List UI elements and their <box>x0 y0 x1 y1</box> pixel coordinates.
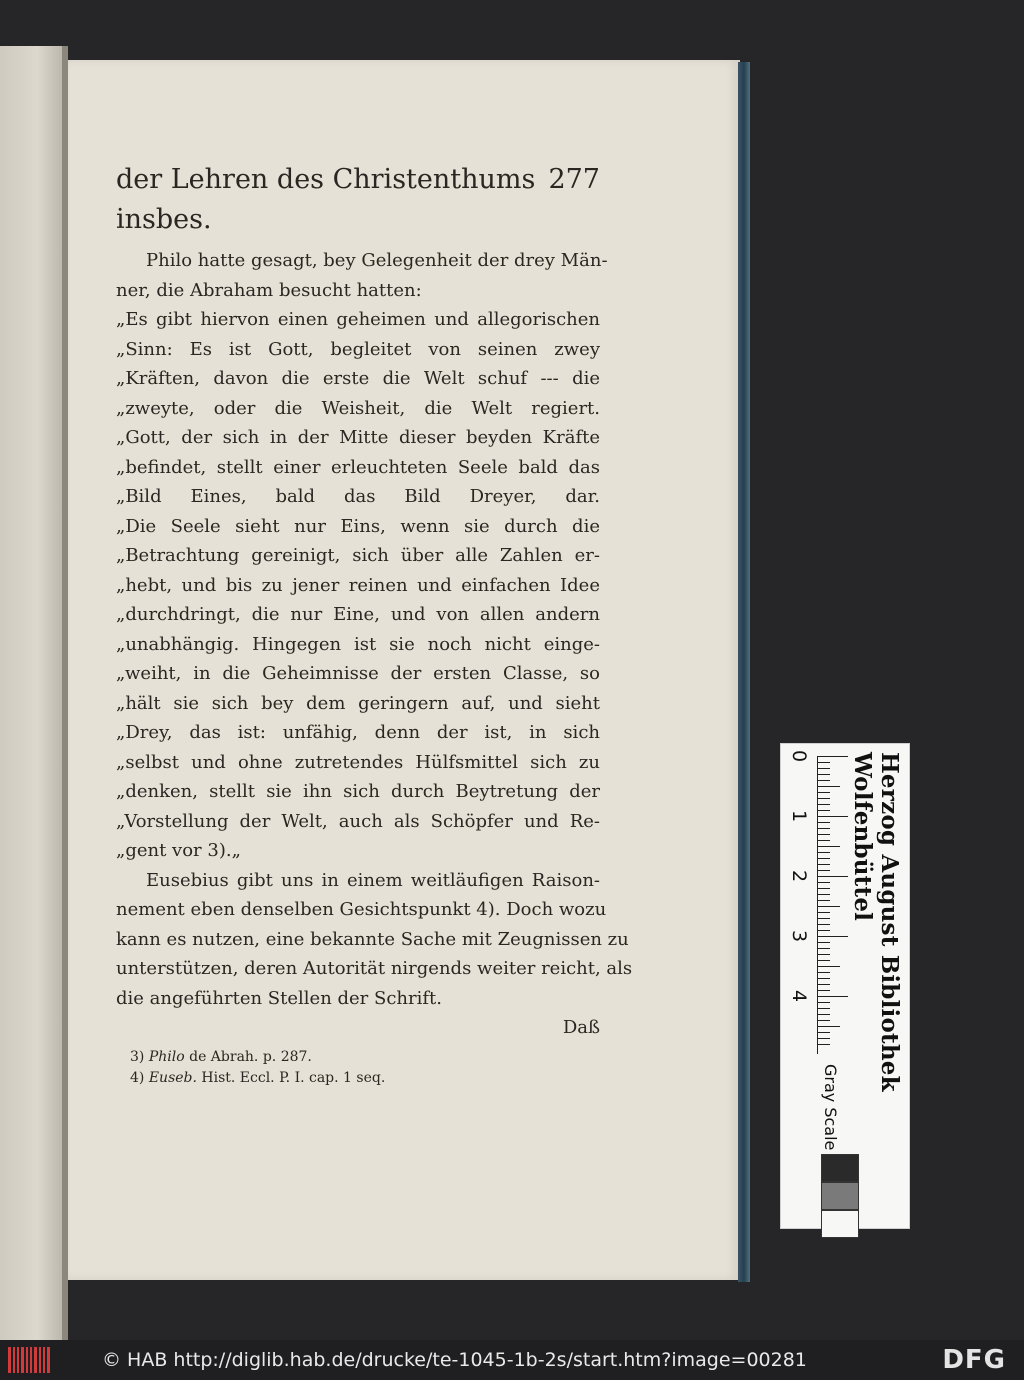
catchword: Daß <box>562 1017 600 1038</box>
ruler-tick <box>818 954 830 955</box>
ruler-tick <box>818 864 830 865</box>
ruler-tick <box>818 810 830 811</box>
ruler-tick <box>818 996 848 997</box>
ruler-tick <box>818 762 830 763</box>
ruler-tick <box>818 840 830 841</box>
text-line: „gent vor 3).„ <box>116 840 241 861</box>
viewer-footer <box>0 1340 1024 1380</box>
ruler-tick <box>818 882 830 883</box>
ruler-number: 0 <box>788 750 810 763</box>
ruler-tick <box>818 768 830 769</box>
text-line: „Betrachtung gereinigt, sich über alle Zahlen er- <box>116 545 600 566</box>
book-cover-edge <box>738 62 750 1282</box>
footnote <box>130 1047 600 1068</box>
ruler-tick <box>818 852 830 853</box>
text-line: „weiht, in die Geheimnisse der ersten Classe, so <box>116 663 600 684</box>
body-text <box>116 246 633 1013</box>
running-head-title: der Lehren des Christenthums insbes. <box>116 164 536 235</box>
ruler-tick <box>818 870 830 871</box>
barcode-bar <box>39 1347 41 1373</box>
ruler-tick <box>818 1032 830 1033</box>
footnotes <box>116 1047 600 1089</box>
footnote-number: 4) <box>130 1070 149 1086</box>
ruler-tick <box>818 834 830 835</box>
barcode-bar <box>26 1347 28 1373</box>
text-line: „Drey, das ist: unfähig, denn der ist, in sich <box>116 722 600 743</box>
text-line: die angeführten Stellen der Schrift. <box>116 987 442 1009</box>
ruler-tick <box>818 900 830 901</box>
text-line: „denken, stellt sie ihn sich durch Beytretung der <box>116 781 600 802</box>
text-line: nement eben denselben Gesichtspunkt 4). Doch wozu <box>116 899 607 920</box>
ruler-tick <box>818 1014 830 1015</box>
gray-swatch <box>821 1154 859 1182</box>
ruler-tick <box>818 966 840 967</box>
ruler-tick <box>818 930 830 931</box>
color-scale-card <box>780 743 910 1229</box>
ruler-tick <box>818 960 830 961</box>
ruler-tick <box>818 924 830 925</box>
text-line: „Vorstellung der Welt, auch als Schöpfer und Re- <box>116 810 600 832</box>
ruler-tick <box>818 906 840 907</box>
library-name: Herzog August Bibliothek Wolfenbüttel <box>849 752 903 1092</box>
ruler-tick <box>818 1044 830 1045</box>
footnote-author: Euseb. <box>148 1070 197 1086</box>
ruler-tick <box>818 798 830 799</box>
ruler-tick <box>818 816 848 817</box>
ruler-tick <box>818 972 830 973</box>
gray-swatch <box>821 1182 859 1210</box>
barcode-icon <box>8 1347 54 1373</box>
ruler-tick <box>818 912 830 913</box>
footnote-author: Philo <box>148 1049 185 1065</box>
text-line: unterstützen, deren Autorität nirgends weiter reicht, als <box>116 958 633 979</box>
text-line: „Es gibt hiervon einen geheimen und allegorischen <box>116 309 600 330</box>
text-line: „hält sie sich bey dem geringern auf, und sieht <box>116 692 600 714</box>
text-line: „befindet, stellt einer erleuchteten Seele bald das <box>116 456 600 478</box>
ruler-number: 3 <box>788 930 810 943</box>
ruler-tick <box>818 894 830 895</box>
page-number: 277 <box>548 164 600 195</box>
footnote-reference: Hist. Eccl. P. I. cap. 1 seq. <box>196 1070 386 1086</box>
ruler-tick <box>818 1038 830 1039</box>
text-line: Eusebius gibt uns in einem weitläufigen Raison- <box>146 869 600 891</box>
ruler-tick <box>818 822 830 823</box>
facing-page-edge <box>0 46 62 1346</box>
text-line: „Bild Eines, bald das Bild Dreyer, dar. <box>116 486 600 507</box>
barcode-bar <box>13 1347 15 1373</box>
ruler-tick <box>818 774 830 775</box>
ruler-number: 4 <box>788 990 810 1003</box>
running-head <box>116 160 600 240</box>
ruler-tick <box>818 780 830 781</box>
footnote-reference: de Abrah. p. 287. <box>184 1049 312 1065</box>
ruler-tick <box>818 804 830 805</box>
ruler-tick <box>818 858 830 859</box>
ruler-tick <box>818 792 830 793</box>
ruler-tick <box>818 876 848 877</box>
page-text <box>116 160 633 1089</box>
ruler-tick <box>818 990 830 991</box>
text-line: „unabhängig. Hingegen ist sie noch nicht einge- <box>116 633 600 655</box>
barcode-bar <box>21 1347 24 1373</box>
ruler-number: 2 <box>788 870 810 883</box>
ruler-tick <box>818 942 830 943</box>
ruler-tick <box>818 1026 840 1027</box>
barcode-bar <box>30 1347 32 1373</box>
ruler-tick <box>818 786 840 787</box>
ruler-tick <box>818 1020 830 1021</box>
gray-swatch <box>821 1210 859 1238</box>
barcode-bar <box>34 1347 37 1373</box>
text-line: „zweyte, oder die Weisheit, die Welt regiert. <box>116 397 600 419</box>
barcode-bar <box>43 1347 45 1373</box>
text-line: „Sinn: Es ist Gott, begleitet von seinen zwey <box>116 338 600 360</box>
ruler-tick <box>818 888 830 889</box>
text-line: kann es nutzen, eine bekannte Sache mit Zeugnissen zu <box>116 928 629 950</box>
ruler-tick <box>818 948 830 949</box>
ruler-tick <box>818 936 848 937</box>
ruler-tick <box>818 978 830 979</box>
ruler-tick <box>818 828 830 829</box>
copyright-link[interactable]: © HAB http://diglib.hab.de/drucke/te-1045-1b-2s/start.htm?image=00281 <box>102 1349 807 1371</box>
ruler-tick <box>818 756 848 757</box>
cm-ruler <box>788 750 850 1054</box>
ruler-tick <box>818 1002 830 1003</box>
ruler-tick <box>818 846 840 847</box>
ruler-tick <box>818 918 830 919</box>
barcode-bar <box>17 1347 19 1373</box>
ruler-number: 1 <box>788 810 810 823</box>
barcode-bar <box>47 1347 50 1373</box>
text-line: Philo hatte gesagt, bey Gelegenheit der drey Män- <box>146 250 608 271</box>
barcode-bar <box>8 1347 11 1373</box>
text-line: „Kräften, davon die erste die Welt schuf --- die <box>116 368 600 389</box>
text-line: „hebt, und bis zu jener reinen und einfachen Idee <box>116 574 600 596</box>
text-line: ner, die Abraham besucht hatten: <box>116 279 422 301</box>
text-line: „Die Seele sieht nur Eins, wenn sie durch die <box>116 515 600 537</box>
text-line: „Gott, der sich in der Mitte dieser beyden Kräfte <box>116 427 600 448</box>
footnote <box>130 1068 600 1089</box>
ruler-tick <box>818 1008 830 1009</box>
ruler-tick <box>818 984 830 985</box>
gray-scale-label: Gray Scale <box>821 1064 840 1151</box>
text-line: „durchdringt, die nur Eine, und von allen andern <box>116 604 600 625</box>
text-line: „selbst und ohne zutretendes Hülfsmittel sich zu <box>116 751 600 773</box>
dfg-logo: DFG <box>942 1345 1006 1375</box>
footnote-number: 3) <box>130 1049 149 1065</box>
